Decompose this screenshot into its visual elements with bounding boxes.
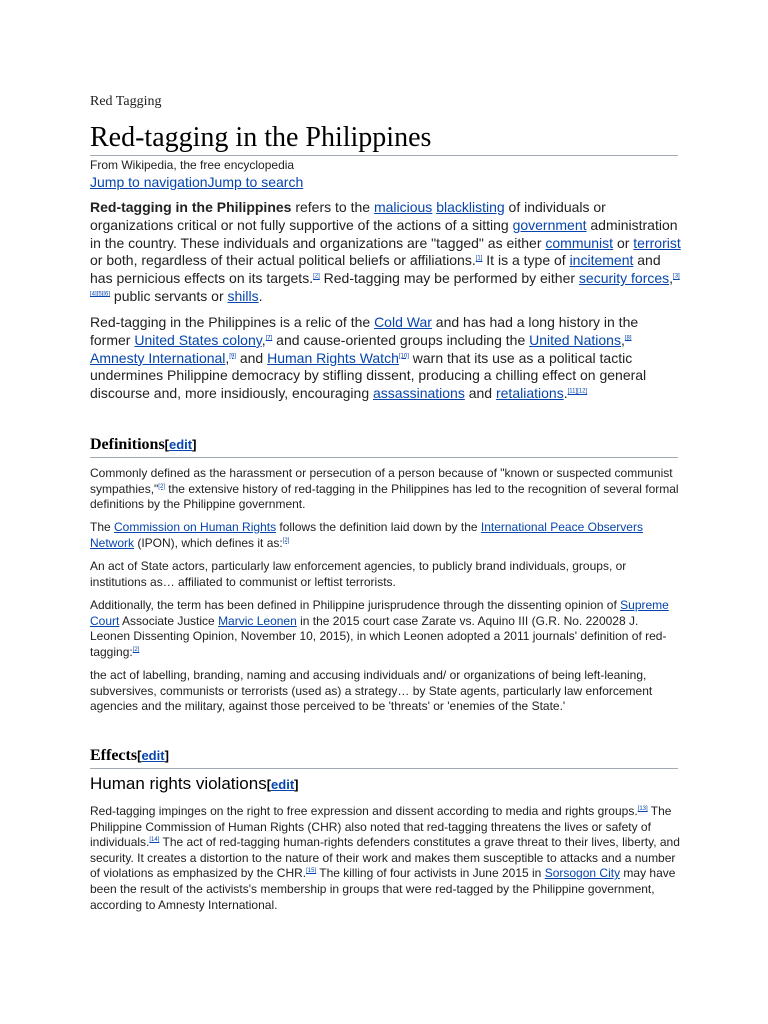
citation-link[interactable]: [11][12] [567,388,588,395]
text: Additionally, the term has been defined in Philippine jurisprudence through the dissenting opinion of [90,598,621,612]
text: . [563,385,568,402]
document-label: Red Tagging [90,94,162,109]
link-marvic-leonen[interactable]: Marvic Leonen [218,613,297,628]
link-assassinations[interactable]: assassinations [373,385,465,402]
heading-text: Effects [90,747,138,764]
text: , [225,349,230,366]
lead-paragraph-1 [90,199,682,306]
text: and has had a long history in the former [90,314,639,348]
text: Associate Justice [119,613,219,628]
edit-section-human-rights: [edit] [266,777,299,792]
text: the extensive history of red-tagging in the Philippines has led to the recognition of several formal definitions by the Philippine government. [90,481,679,512]
jump-to-search-link[interactable]: Jump to search [207,174,304,190]
citation-link[interactable]: [14] [149,837,160,844]
text: and [464,385,496,402]
text: public servants or [110,287,228,304]
text: . [258,287,263,304]
link-terrorist[interactable]: terrorist [633,234,681,251]
link-security-forces[interactable]: security forces [578,270,670,287]
text: refers to the [291,199,374,215]
text: The [90,520,115,534]
section-heading-definitions [90,435,678,458]
citation-link[interactable]: [10] [398,352,409,359]
lead-paragraph-2 [90,314,682,403]
text: (IPON), which defines it as: [134,535,283,550]
citation-link[interactable]: [8] [624,335,632,342]
link-government[interactable]: government [512,216,587,233]
link-communist[interactable]: communist [545,234,614,251]
page-title: Red-tagging in the Philippines [90,121,678,156]
human-rights-paragraph [90,804,680,913]
definitions-paragraph-1 [90,466,680,513]
text: , [620,331,625,348]
citation-link[interactable]: [15] [306,868,317,875]
link-shills[interactable]: shills [227,287,259,304]
link-sorsogon-city[interactable]: Sorsogon City [544,866,621,881]
link-international-peace-observers-network[interactable]: International Peace Observers Network [90,520,643,550]
jump-links [90,174,303,190]
text: Commonly defined as the harassment or persecution of a person because of "known or suspected communist sympathies," [90,466,673,496]
link-malicious[interactable]: malicious [373,199,433,215]
edit-link[interactable]: edit [141,748,165,763]
definitions-paragraph-2 [90,520,680,551]
text: administration in the country. These individuals and organizations are "tagged" as either [90,216,678,251]
citation-link[interactable]: [2] [313,273,320,280]
heading-text: Definitions [90,436,165,453]
text: or [613,234,634,251]
citation-link[interactable]: [2] [158,483,165,490]
edit-link[interactable]: edit [271,777,295,792]
edit-section-definitions: [edit] [164,437,197,452]
text: and has pernicious effects on its targets. [90,252,661,287]
link-united-nations[interactable]: United Nations [529,331,621,348]
text: Red-tagging in the Philippines is a relic of the [90,314,375,330]
text: and cause-oriented groups including the [272,331,530,348]
citation-link[interactable]: [9] [229,352,236,359]
citation-link[interactable]: [3][4][5][6] [90,273,680,298]
text: may have been the result of the activists's membership in groups that were red-tagged by the Philippine government, according to Amnesty International. [90,866,676,912]
heading-text: Human rights violations [90,774,267,793]
lead-bold-term: Red-tagging in the Philippines [90,199,292,215]
text: or both, regardless of their actual political beliefs or affiliations. [90,252,476,269]
text: of individuals or organizations critical or not fully supportive of the actions of a sitting [90,199,606,233]
subsection-heading-human-rights-violations [90,773,678,796]
citation-link[interactable]: [2] [282,537,290,544]
link-amnesty-international[interactable]: Amnesty International [90,349,226,366]
edit-section-effects: [edit] [137,748,169,763]
link-retaliations[interactable]: retaliations [495,385,564,402]
text: The killing of four activists in June 2015 in [316,866,545,881]
text: and [235,349,268,366]
text: follows the definition laid down by the [276,520,481,534]
text: Red-tagging impinges on the right to free expression and dissent according to media and rights groups. [90,804,638,818]
link-human-rights-watch[interactable]: Human Rights Watch [267,349,399,366]
section-heading-effects [90,746,678,769]
text: , [261,331,266,348]
link-commission-on-human-rights[interactable]: Commission on Human Rights [114,520,277,534]
site-tagline: From Wikipedia, the free encyclopedia [90,158,295,172]
citation-link[interactable]: [1] [475,255,483,262]
link-united-states-colony[interactable]: United States colony [134,331,262,348]
text: The act of red-tagging human-rights defenders constitutes a grave threat to their lives, liberty, and security. It creates a distortion to the nature of their work and makes them susceptible to attacks and a number of violations as emphasized by the CHR. [90,835,680,881]
text: The Philippine Commission of Human Rights (CHR) also noted that red-tagging threatens the lives or safety of individuals. [90,804,672,850]
edit-link[interactable]: edit [169,437,193,452]
definition-quote-1: An act of State actors, particularly law enforcement agencies, to publicly brand individuals, groups, or institutions as… affiliated to communist or leftist terrorists. [90,559,627,589]
text: It is a type of [482,252,570,269]
definition-quote-2: the act of labelling, branding, naming and accusing individuals and/ or organizations of being left-leaning, subversives, communists or terrorists (used as) a strategy… by State agents, particularly law enforcement agencies and the military, against those perceived to be 'threats' or 'enemies of the State.' [90,668,653,714]
citation-link[interactable]: [7] [265,335,273,342]
text: Red-tagging may be performed by either [319,270,579,287]
citation-link[interactable]: [13] [637,806,648,812]
jump-to-navigation-link[interactable]: Jump to navigation [90,174,208,190]
link-supreme-court[interactable]: Supreme Court [90,598,669,628]
text: warn that its use as a political tactic undermines Philippine democracy by stifling dissent, producing a chilling effect on general discourse and, more insidiously, encouraging [90,349,647,402]
link-cold-war[interactable]: Cold War [374,314,432,330]
text: , [669,270,674,287]
link-incitement[interactable]: incitement [569,252,634,269]
text: in the 2015 court case Zarate vs. Aquino III (G.R. No. 220028 J. Leonen Dissenting Opinion, November 10, 2015), in which Leonen adopted a 2011 journals' definition of red-tagging: [90,613,667,659]
link-blacklisting[interactable]: blacklisting [436,199,505,215]
definitions-paragraph-3 [90,598,680,660]
citation-link[interactable]: [2] [132,646,140,653]
